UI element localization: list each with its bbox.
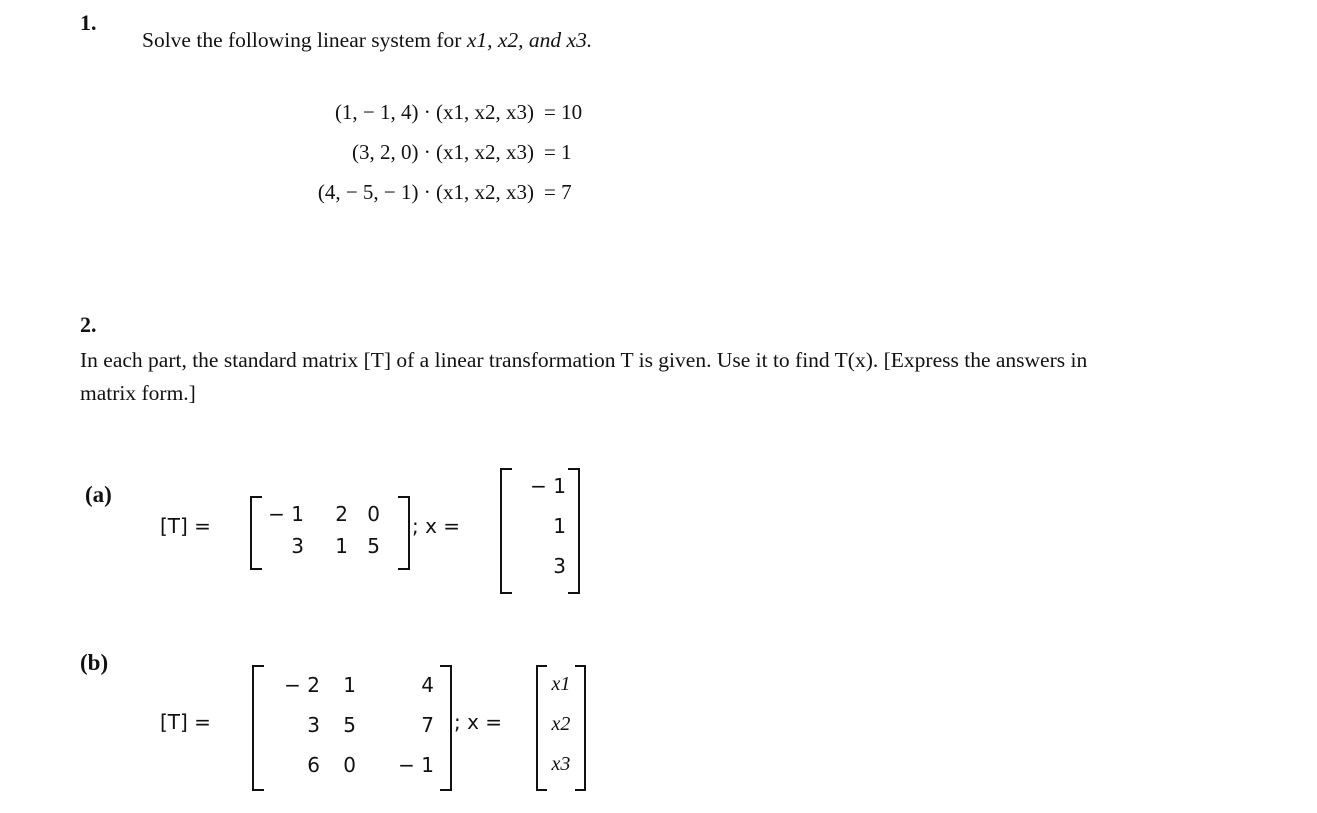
matrix-cell: 0 — [367, 502, 380, 526]
question-1-number: 1. — [80, 10, 97, 35]
vector-cell: − 1 — [530, 474, 566, 498]
matrix-cell: 5 — [343, 713, 356, 737]
part-b-x-label-text: ; x = — [454, 710, 503, 734]
vector-cell: x1 — [551, 673, 571, 695]
vector-cell: 3 — [553, 554, 566, 578]
vector-cell: x2 — [551, 713, 571, 735]
matrix-cell: 7 — [421, 713, 434, 737]
part-a-matrix-T — [250, 496, 410, 566]
equation-1-rhs: = 10 — [544, 100, 583, 124]
vector-cell: x3 — [551, 753, 571, 775]
part-b-label: (b) — [80, 650, 109, 675]
question-1-prompt-vars: x1, x2, and x3. — [466, 28, 593, 52]
matrix-cell: 0 — [343, 753, 356, 777]
part-a-x-label-text: ; x = — [412, 514, 461, 538]
question-1-prompt-text: Solve the following linear system for — [142, 28, 467, 52]
vector-cell: 1 — [553, 514, 566, 538]
part-a-x-label — [412, 514, 460, 538]
part-b-vector-x — [536, 665, 586, 787]
part-a-label: (a) — [85, 482, 112, 507]
matrix-cell: 5 — [367, 534, 380, 558]
matrix-cell: − 2 — [284, 673, 320, 697]
part-b-t-label: [T] = — [160, 710, 211, 734]
matrix-cell: 1 — [335, 534, 348, 558]
matrix-cell: 4 — [421, 673, 434, 697]
matrix-cell: 3 — [307, 713, 320, 737]
part-a-t-label: [T] = — [160, 514, 211, 538]
matrix-cell: 3 — [291, 534, 304, 558]
question-2-number: 2. — [80, 312, 97, 337]
matrix-cell: 6 — [307, 753, 320, 777]
equation-3-rhs: = 7 — [544, 180, 572, 204]
equation-1-lhs: (1, − 1, 4) · (x1, x2, x3) — [334, 100, 534, 124]
question-1-prompt — [142, 28, 592, 53]
equation-2-lhs: (3, 2, 0) · (x1, x2, x3) — [352, 140, 534, 164]
matrix-cell: − 1 — [398, 753, 434, 777]
part-b-matrix-T — [252, 665, 452, 787]
equation-3-lhs: (4, − 5, − 1) · (x1, x2, x3) — [317, 180, 534, 204]
question-2-line-1: In each part, the standard matrix [T] of a linear transformation T is given. Use it to find T(x). [Express the answers in — [80, 348, 1088, 372]
question-2-line-2: matrix form.] — [80, 381, 196, 405]
matrix-cell: − 1 — [268, 502, 304, 526]
matrix-cell: 2 — [335, 502, 348, 526]
equation-2-rhs: = 1 — [544, 140, 572, 164]
matrix-cell: 1 — [343, 673, 356, 697]
part-b-x-label — [454, 710, 502, 734]
part-a-vector-x — [500, 468, 580, 590]
